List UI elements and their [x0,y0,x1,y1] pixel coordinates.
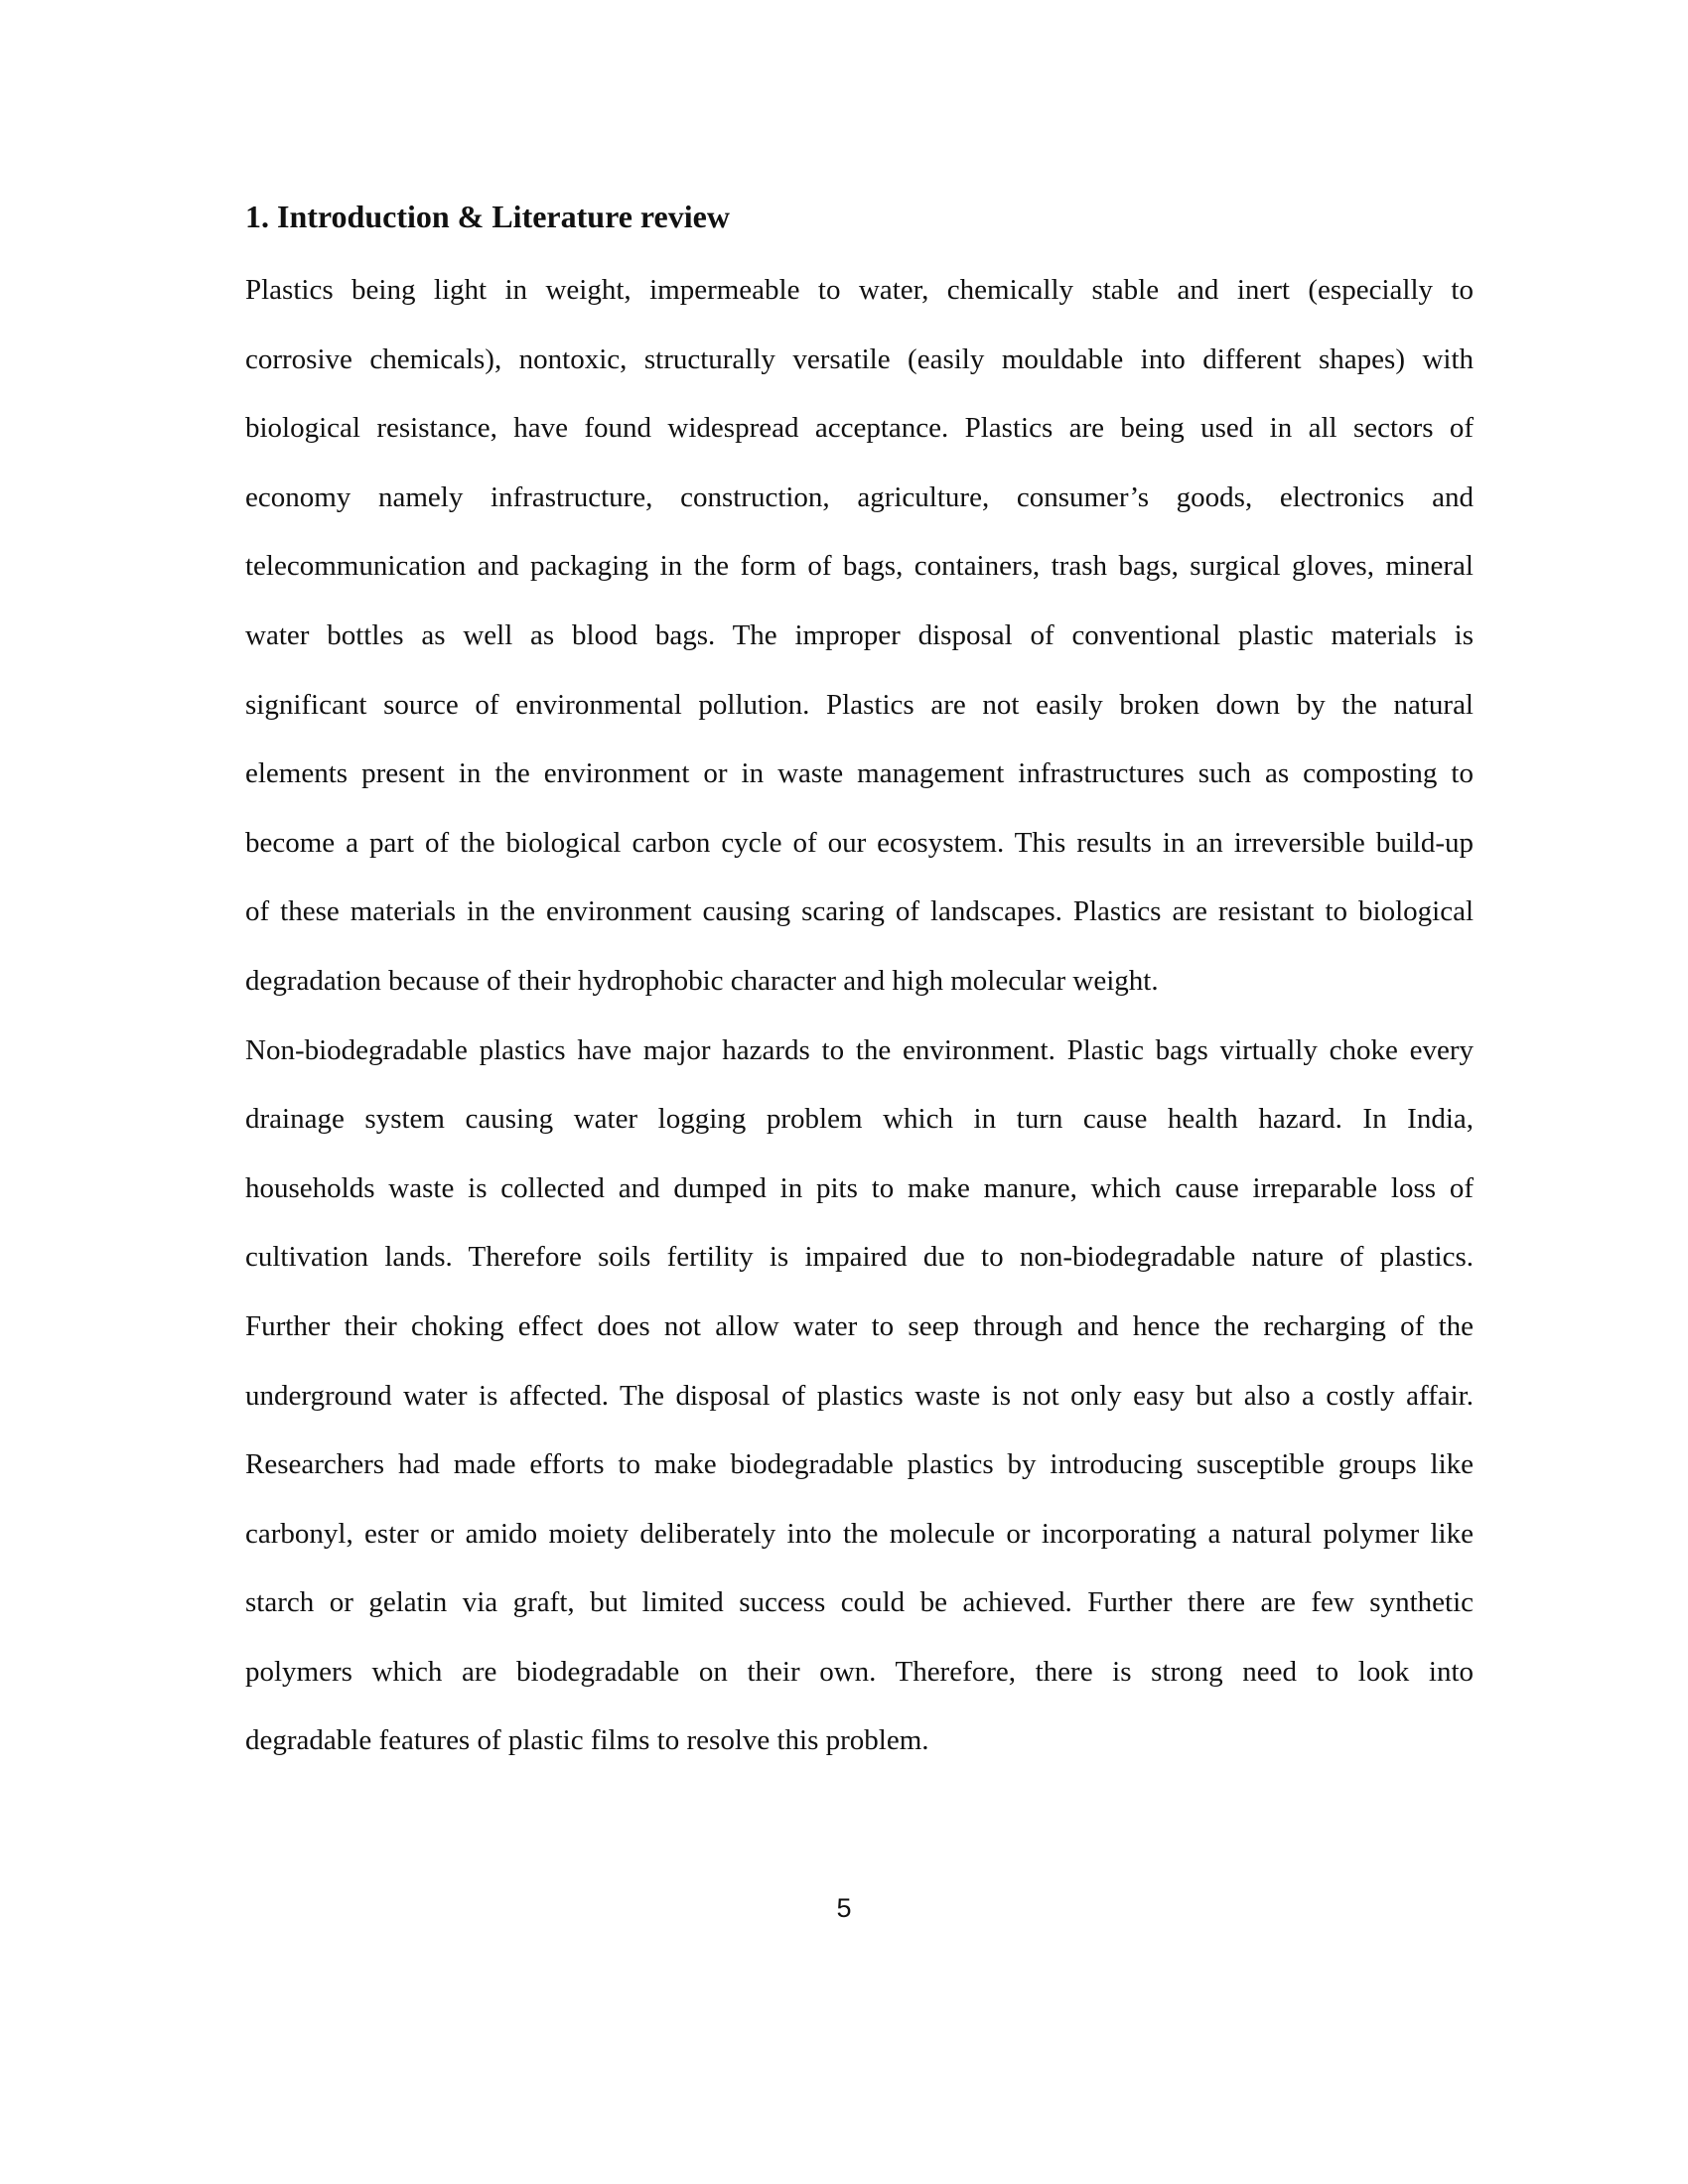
text-line: degradable features of plastic films to resolve this problem. [245,1724,929,1757]
text-line: become a part of the biological carbon cycle of our ecosystem. This results in an irreversible build-up [245,826,1474,859]
text-line: water bottles as well as blood bags. The improper disposal of conventional plastic materials is [245,618,1474,651]
text-line: telecommunication and packaging in the form of bags, containers, trash bags, surgical gloves, mineral [245,550,1474,583]
page-number: 5 [836,1893,852,1923]
text-line: Researchers had made efforts to make biodegradable plastics by introducing susceptible groups like [245,1448,1474,1481]
text-line: carbonyl, ester or amido moiety deliberately into the molecule or incorporating a natural polymer like [245,1517,1474,1550]
text-line: Plastics being light in weight, impermeable to water, chemically stable and inert (especially to [245,274,1474,306]
text-line: elements present in the environment or in waste management infrastructures such as composting to [245,757,1474,790]
text-line: drainage system causing water logging problem which in turn cause health hazard. In India, [245,1103,1474,1136]
text-line: polymers which are biodegradable on their own. Therefore, there is strong need to look into [245,1655,1474,1688]
text-line: economy namely infrastructure, construction, agriculture, consumer’s goods, electronics and [245,480,1474,513]
section-heading: 1. Introduction & Literature review [245,199,730,234]
text-line: degradation because of their hydrophobic character and high molecular weight. [245,964,1159,997]
text-line: Non-biodegradable plastics have major hazards to the environment. Plastic bags virtually choke every [245,1033,1474,1066]
text-line: of these materials in the environment causing scaring of landscapes. Plastics are resistant to biological [245,895,1474,928]
text-line: Further their choking effect does not allow water to seep through and hence the recharging of the [245,1309,1474,1342]
paragraph-1 [245,263,1474,1024]
text-line: underground water is affected. The disposal of plastics waste is not only easy but also a costly affair. [245,1379,1474,1412]
text-line: cultivation lands. Therefore soils fertility is impaired due to non-biodegradable nature of plastics. [245,1241,1474,1274]
text-line: starch or gelatin via graft, but limited success could be achieved. Further there are few synthetic [245,1586,1474,1619]
text-line: corrosive chemicals), nontoxic, structurally versatile (easily mouldable into different shapes) with [245,342,1474,375]
text-line: households waste is collected and dumped in pits to make manure, which cause irreparable loss of [245,1171,1474,1204]
text-line: significant source of environmental pollution. Plastics are not easily broken down by the natural [245,688,1474,721]
paragraph-2 [245,1024,1474,1784]
body-text [245,263,1474,1783]
text-line: biological resistance, have found widespread acceptance. Plastics are being used in all sectors of [245,412,1474,445]
